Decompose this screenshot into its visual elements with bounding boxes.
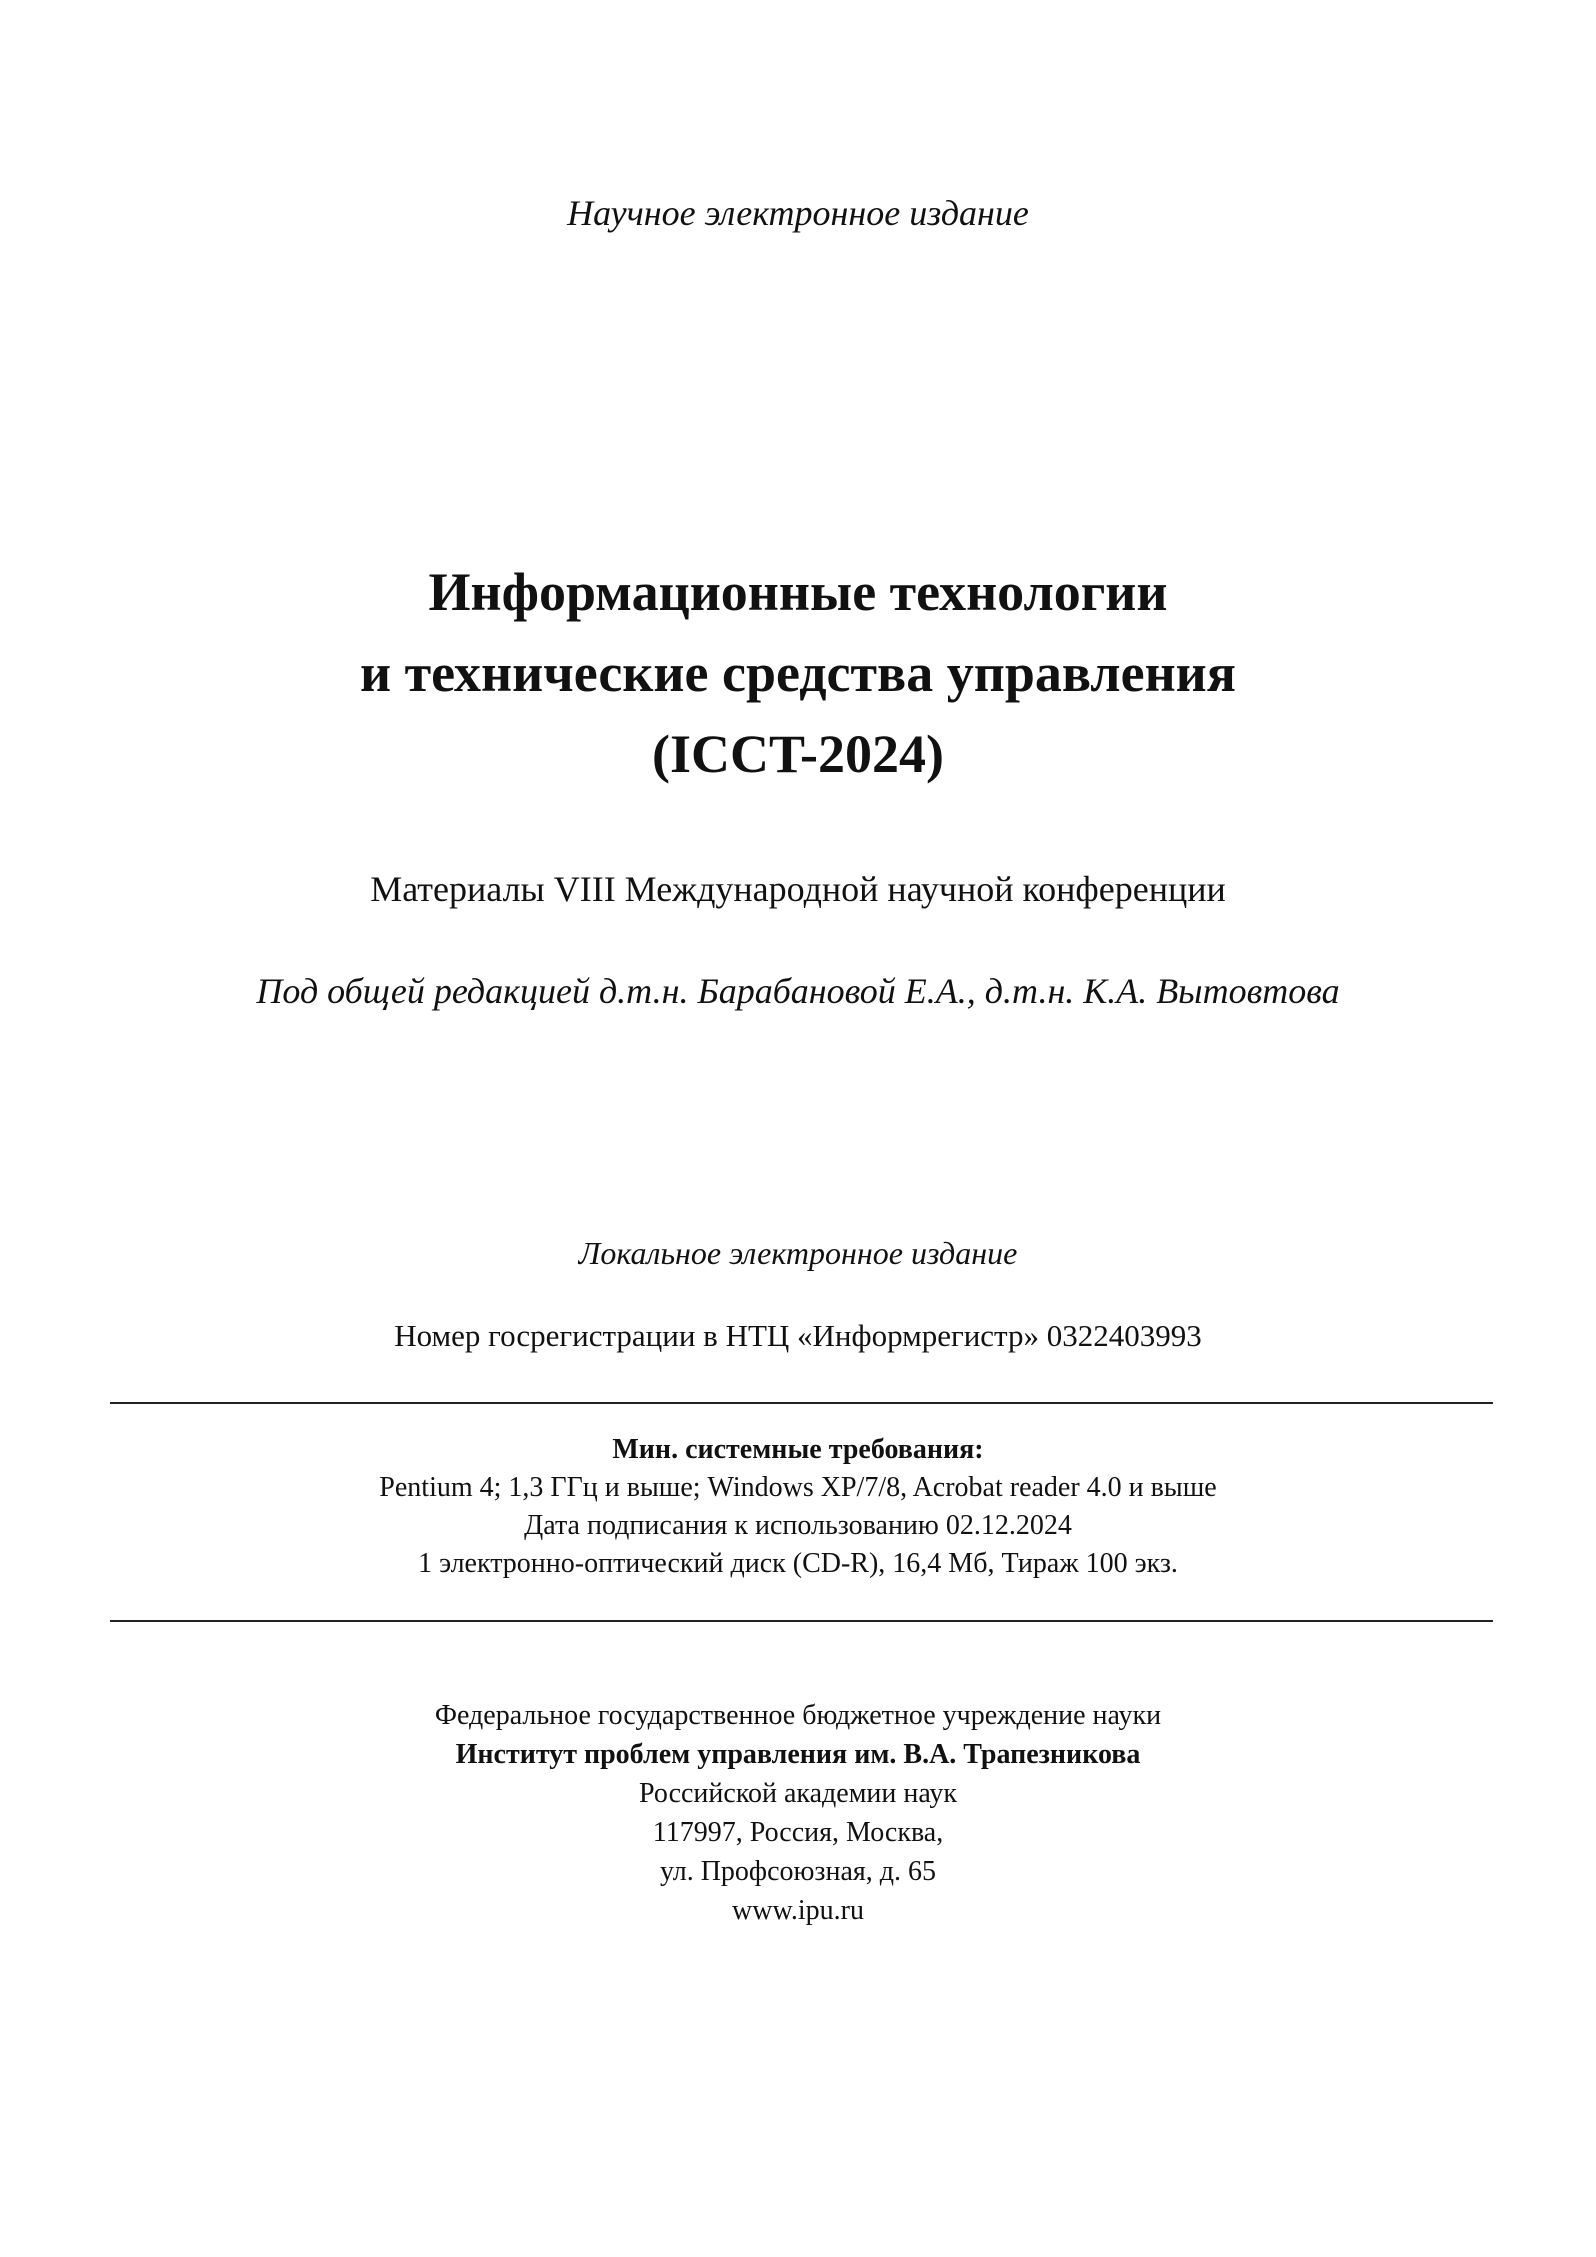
requirements-heading: Мин. системные требования: — [612, 1434, 984, 1465]
requirements-sign-date: Дата подписания к использованию 02.12.2024 — [524, 1510, 1072, 1541]
divider-bottom — [110, 1620, 1493, 1622]
registration-number: Номер госрегистрации в НТЦ «Информрегистр» 0322403993 — [394, 1318, 1202, 1353]
title-line-3: (ICCT-2024) — [651, 724, 945, 784]
publisher-institute-name: Институт проблем управления им. В.А. Трапезникова — [455, 1739, 1141, 1770]
title-line-2: и технические средства управления — [359, 643, 1237, 703]
publisher-website: www.ipu.ru — [732, 1895, 864, 1926]
title-line-1: Информационные технологии — [428, 562, 1168, 622]
publication-type: Научное электронное издание — [567, 193, 1029, 233]
publisher-address-street: ул. Профсоюзная, д. 65 — [659, 1856, 937, 1887]
local-edition-label: Локальное электронное издание — [578, 1235, 1018, 1271]
editors-line: Под общей редакцией д.т.н. Барабановой Е.А., д.т.н. К.А. Вытовтова — [256, 971, 1340, 1011]
publisher-line-3: Российской академии наук — [639, 1778, 957, 1809]
publisher-line-1: Федеральное государственное бюджетное учреждение науки — [434, 1700, 1162, 1731]
divider-top — [110, 1402, 1493, 1404]
publisher-address-city: 117997, Россия, Москва, — [652, 1817, 944, 1848]
requirements-system: Pentium 4; 1,3 ГГц и выше; Windows XP/7/8, Acrobat reader 4.0 и выше — [379, 1472, 1217, 1503]
requirements-media: 1 электронно-оптический диск (CD-R), 16,4 Мб, Тираж 100 экз. — [418, 1548, 1178, 1579]
conference-materials: Материалы VIII Международной научной конференции — [370, 869, 1226, 909]
